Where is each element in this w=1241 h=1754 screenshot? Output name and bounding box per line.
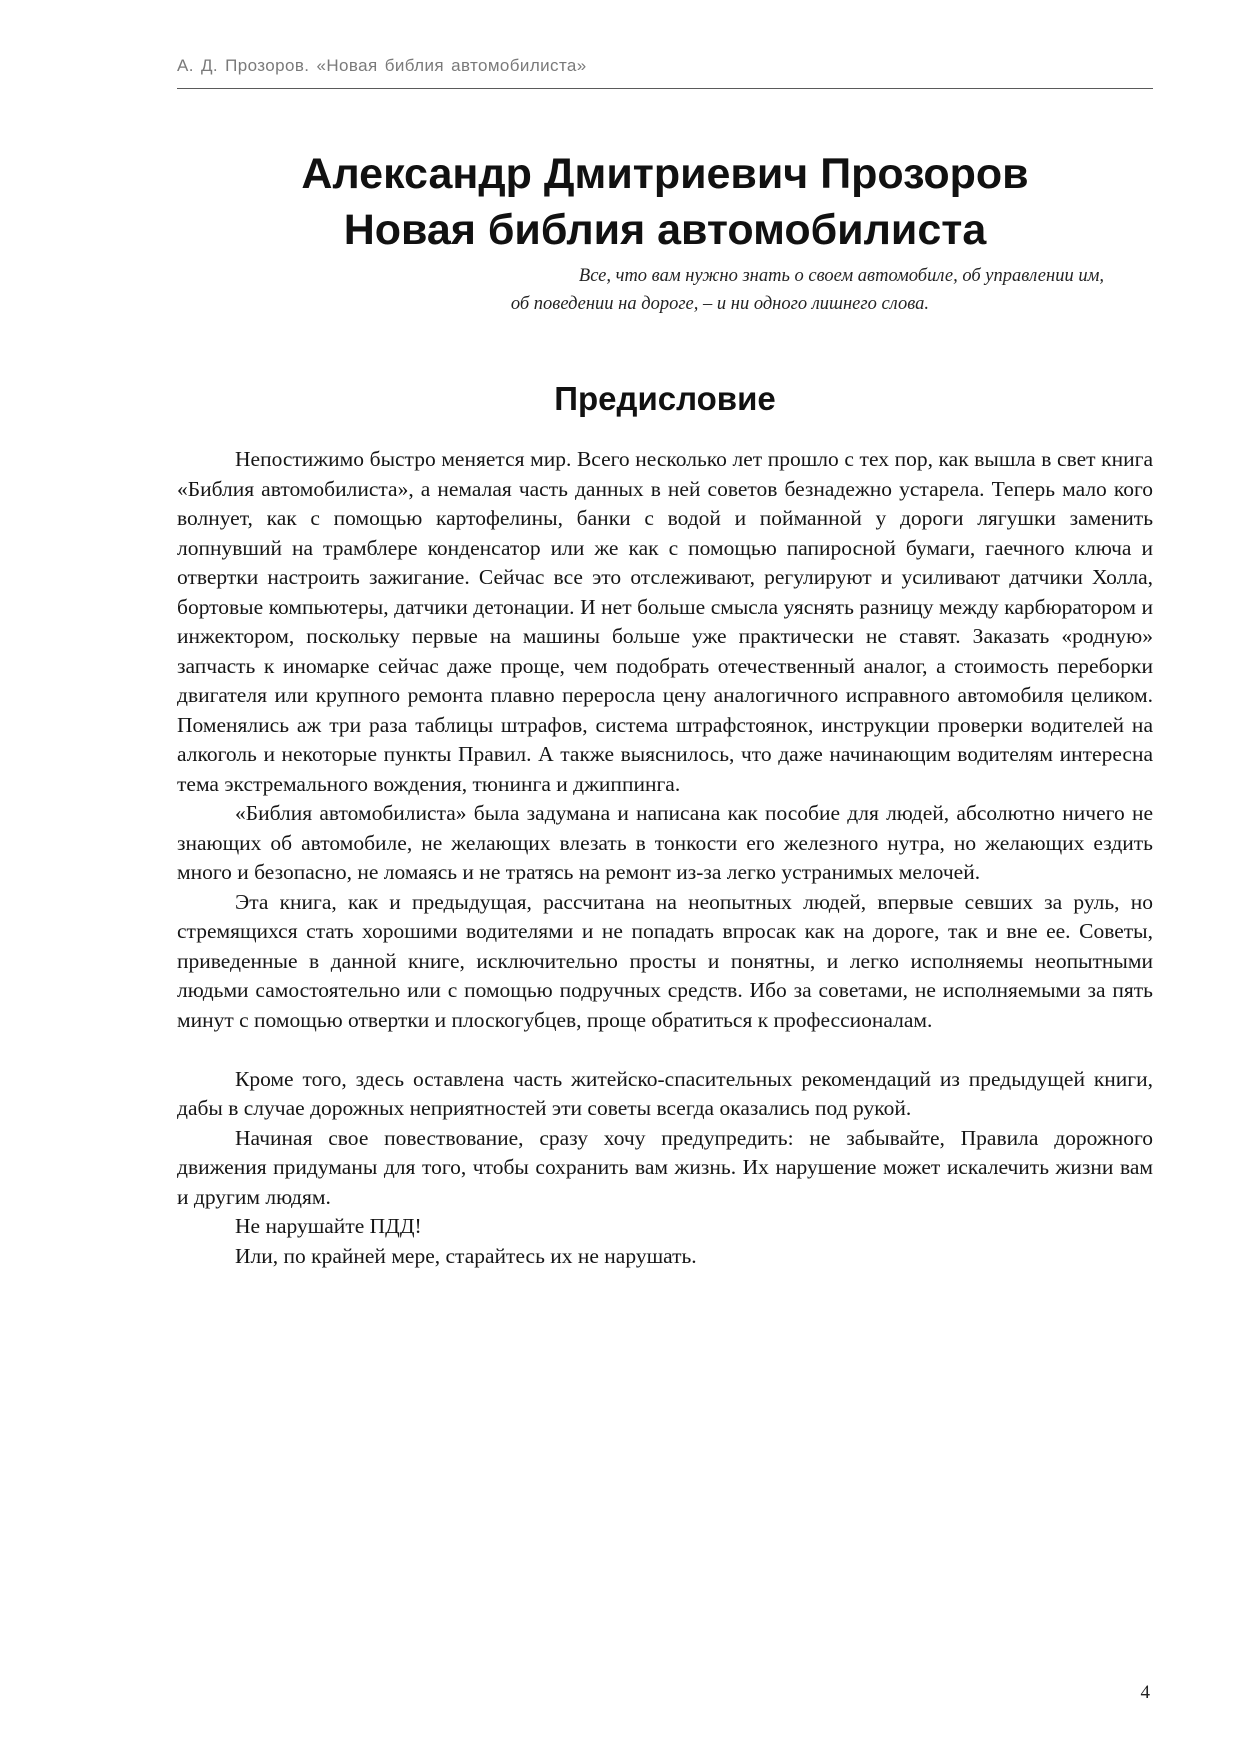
paragraph-7: Или, по крайней мере, старайтесь их не нарушать. [235,1243,697,1268]
author-name: Александр Дмитриевич Прозоров [301,150,1029,198]
body-text [177,445,1153,1271]
paragraph-5: Начиная свое повествование, сразу хочу предупредить: не забывайте, Правила дорожного движения придуманы для того, чтобы сохранить вам жизнь. Их нарушение может искалечить жизни вам и другим людям. [177,1125,1153,1209]
book-name: Новая библия автомобилиста [343,206,987,254]
header-rule [177,88,1153,89]
paragraph-4: Кроме того, здесь оставлена часть житейско-спасительных рекомендаций из предыдущей книги, дабы в случае дорожных неприятностей эти советы всегда оказались под рукой. [177,1066,1153,1120]
book-title [177,146,1153,258]
paragraph-1: Непостижимо быстро меняется мир. Всего несколько лет прошло с тех пор, как вышла в свет книга «Библия автомобилиста», а немалая часть данных в ней советов безнадежно устарела. Теперь мало кого волнует, как с помощью картофелины, банки с водой и пойманной у дороги лягушки заменить лопнувший на трамблере конденсатор или же как с помощью папиросной бумаги, гаечного ключа и отвертки настроить зажигание. Сейчас все это отслеживают, регулируют и усиливают датчики Холла, бортовые компьютеры, датчики детонации. И нет больше смысла уяснять разницу между карбюратором и инжектором, поскольку первые на машины больше уже практически не ставят. Заказать «родную» запчасть к иномарке сейчас даже проще, чем подобрать отечественный аналог, а стоимость переборки двигателя или крупного ремонта плавно переросла цену аналогичного исправного автомобиля целиком. Поменялись аж три раза таблицы штрафов, система штрафстоянок, инструкции проверки водителей на алкоголь и некоторые пункты Правил. А также выяснилось, что даже начинающим водителям интересна тема экстремального вождения, тюнинга и джиппинга. [177,447,1153,796]
epigraph [300,262,1104,318]
section-title: Предисловие [554,380,776,417]
paragraph-6: Не нарушайте ПДД! [235,1214,422,1238]
page-number: 4 [1140,1682,1150,1703]
paragraph-2: «Библия автомобилиста» была задумана и написана как пособие для людей, абсолютно ничего не знающих об автомобиле, не желающих влезать в тонкости его железного нутра, но желающих ездить много и безопасно, не ломаясь и не тратясь на ремонт из-за легко устранимых мелочей. [177,801,1153,884]
epigraph-line-2: об поведении на дороге, – и ни одного лишнего слова. [510,294,929,314]
paragraph-3: Эта книга, как и предыдущая, рассчитана на неопытных людей, впервые севших за руль, но стремящихся стать хорошими водителями и не попадать впросак как на дороге, так и вне ее. Советы, приведенные в данной книге, исключительно просты и понятны, и легко исполняемы неопытными людьми самостоятельно или с помощью подручных средств. Ибо за советами, не исполняемыми за пять минут с помощью отвертки и плоскогубцев, проще обратиться к профессионалам. [177,889,1153,1032]
epigraph-line-1: Все, что вам нужно знать о своем автомобиле, об управлении им, [578,266,1104,286]
running-header: А. Д. Прозоров. «Новая библия автомобилиста» [177,56,587,75]
